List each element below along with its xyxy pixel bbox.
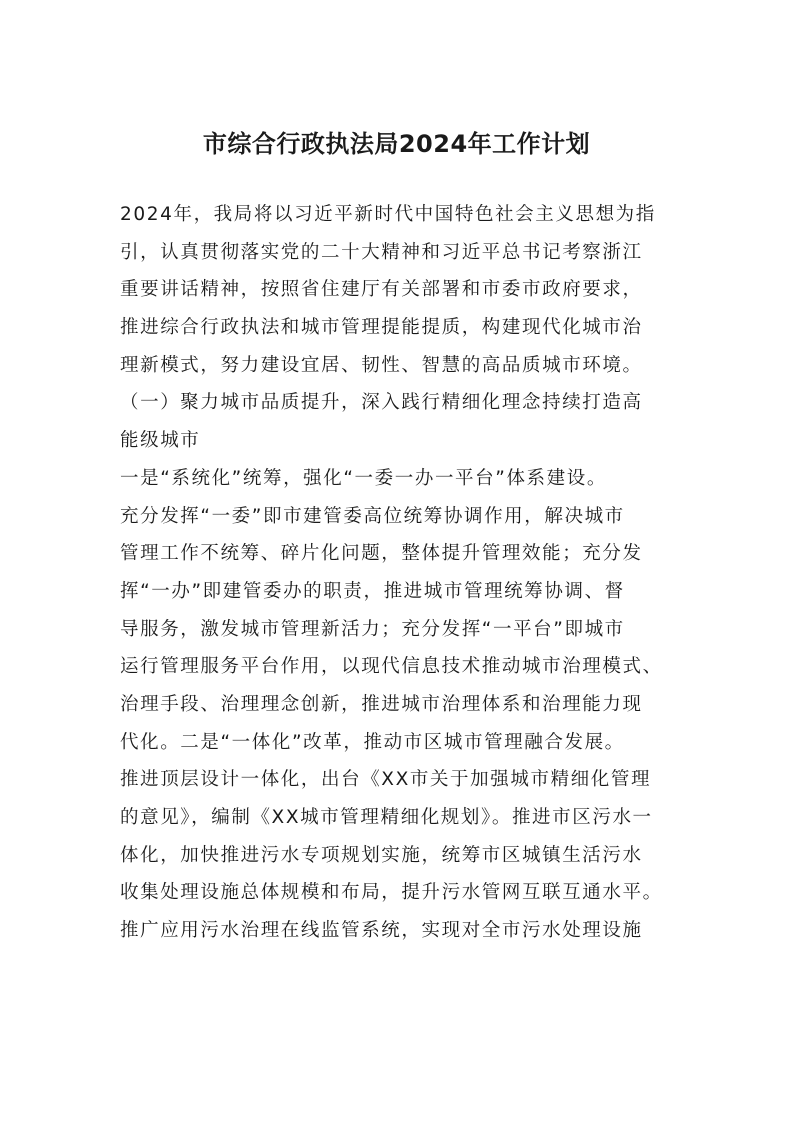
body-line: 一是“系统化”统筹，强化“一委一办一平台”体系建设。	[120, 467, 607, 489]
body-line: 代化。二是“一体化”改革，推动市区城市管理融合发展。	[120, 731, 625, 753]
section-heading-line: 能级城市	[120, 430, 201, 452]
body-line: 引，认真贯彻落实党的二十大精神和习近平总书记考察浙江	[120, 241, 643, 263]
body-line: 推进综合行政执法和城市管理提能提质，构建现代化城市治	[120, 317, 643, 339]
body-line: 2024年，我局将以习近平新时代中国特色社会主义思想为指	[120, 204, 656, 225]
body-line: 管理工作不统筹、碎片化问题，整体提升管理效能；充分发	[120, 543, 643, 565]
body-line: 运行管理服务平台作用，以现代信息技术推动城市治理模式、	[120, 656, 663, 678]
body-line: 充分发挥“一委”即市建管委高位统筹协调作用，解决城市	[120, 505, 625, 527]
body-line: 的意见》，编制《XX城市管理精细化规划》。推进市区污水一	[120, 807, 653, 828]
body-line: 推广应用污水治理在线监管系统，实现对全市污水处理设施	[120, 920, 643, 942]
body-line: 体化，加快推进污水专项规划实施，统筹市区城镇生活污水	[120, 844, 643, 866]
body-line: 挥“一办”即建管委办的职责，推进城市管理统筹协调、督	[120, 580, 625, 602]
document-body	[120, 196, 700, 950]
document-title: 市综合行政执法局2024年工作计划	[202, 130, 591, 158]
body-line: 收集处理设施总体规模和布局，提升污水管网互联互通水平。	[120, 882, 663, 904]
body-line: 理新模式，努力建设宜居、韧性、智慧的高品质城市环境。	[120, 354, 643, 376]
body-line: 重要讲话精神，按照省住建厅有关部署和市委市政府要求，	[120, 279, 643, 301]
body-line: 治理手段、治理理念创新，推进城市治理体系和治理能力现	[120, 693, 643, 715]
body-line: 导服务，激发城市管理新活力；充分发挥“一平台”即城市	[120, 618, 625, 640]
body-line: 推进顶层设计一体化，出台《XX市关于加强城市精细化管理	[120, 769, 652, 791]
section-heading-line: （一）聚力城市品质提升，深入践行精细化理念持续打造高	[120, 392, 643, 414]
